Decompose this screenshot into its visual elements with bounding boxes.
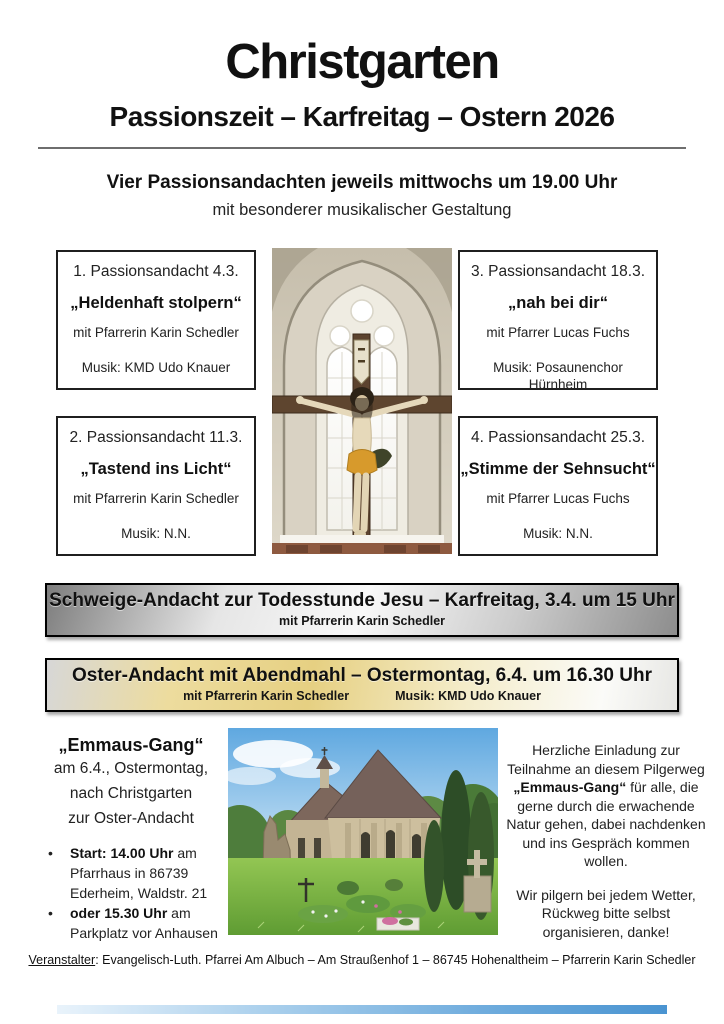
page-subtitle: Passionszeit – Karfreitag – Ostern 2026 (109, 101, 615, 132)
andacht-number: 1. Passionsandacht 4.3. (73, 263, 239, 280)
andacht-music: Musik: Posaunenchor Hürnheim (493, 360, 623, 392)
bullet-time: oder 15.30 Uhr (70, 905, 168, 921)
invitation-note: Wir pilgern bei jedem Wetter, Rückweg bitte selbst organisieren, danke! (516, 886, 696, 940)
decorative-bottom-bar (57, 1005, 667, 1014)
bullet-icon: • (48, 905, 53, 921)
list-item (34, 843, 228, 903)
andacht-music: Musik: N.N. (121, 526, 191, 541)
andacht-motto: „nah bei dir“ (508, 294, 608, 312)
andacht-number: 4. Passionsandacht 25.3. (470, 429, 646, 446)
andacht-motto: „Heldenhaft stolpern“ (70, 294, 242, 312)
ostern-banner-title: Oster-Andacht mit Abendmahl – Ostermontag, 6.4. um 16.30 Uhr (72, 665, 652, 686)
andacht-music: Musik: KMD Udo Knauer (81, 360, 231, 375)
organizer-footer (0, 953, 724, 967)
bullet-icon: • (48, 845, 53, 861)
andacht-motto: „Tastend ins Licht“ (80, 460, 232, 478)
andacht-box-3 (458, 250, 658, 390)
invitation-emphasis: „Emmaus-Gang“ (513, 779, 627, 795)
andacht-leader: mit Pfarrerin Karin Schedler (73, 325, 239, 340)
andacht-music: Musik: N.N. (523, 526, 593, 541)
invitation-post: für alle, die gerne durch die erwachende Natur gehen, dabei nachdenken und ins Gespräch kommen wollen. (506, 779, 706, 869)
invitation-section (500, 741, 712, 941)
andacht-number: 3. Passionsandacht 18.3. (470, 263, 646, 280)
emmaus-heading: „Emmaus-Gang“ (58, 735, 204, 755)
page-title: Christgarten (225, 35, 499, 89)
christgarten-church-photo (228, 728, 498, 935)
bullet-time: Start: 14.00 Uhr (70, 845, 174, 861)
crucifix-window-photo (272, 248, 452, 554)
andacht-leader: mit Pfarrerin Karin Schedler (73, 491, 239, 506)
karfreitag-banner-subtitle: mit Pfarrerin Karin Schedler (278, 614, 446, 628)
bullet-text (70, 903, 228, 943)
andacht-box-1 (56, 250, 256, 390)
emmaus-line: zur Oster-Andacht (68, 810, 194, 827)
emmaus-line: am 6.4., Ostermontag, (53, 760, 209, 777)
invitation-text (500, 741, 712, 871)
header-divider (38, 147, 686, 149)
organizer-label: Veranstalter (28, 953, 96, 967)
andacht-number: 2. Passionsandacht 11.3. (69, 429, 243, 446)
bullet-detail: am Parkplatz vor Anhausen (70, 905, 218, 941)
ostern-banner (45, 658, 679, 712)
emmaus-line: nach Christgarten (69, 785, 193, 802)
andacht-leader: mit Pfarrer Lucas Fuchs (486, 325, 630, 340)
andacht-box-2 (56, 416, 256, 556)
list-item (34, 903, 228, 943)
ostern-banner-subtitle (47, 689, 677, 703)
bullet-detail: am Pfarrhaus in 86739 Ederheim, Waldstr. 21 (70, 845, 208, 901)
ostern-banner-music: Musik: KMD Udo Knauer (395, 689, 541, 703)
bullet-text (70, 843, 228, 903)
andacht-box-4 (458, 416, 658, 556)
ostern-banner-leader: mit Pfarrerin Karin Schedler (183, 689, 350, 703)
karfreitag-banner-title: Schweige-Andacht zur Todesstunde Jesu – Karfreitag, 3.4. um 15 Uhr (49, 590, 675, 611)
emmaus-section (34, 735, 228, 943)
invitation-pre: Herzliche Einladung zur Teilnahme an diesem Pilgerweg (507, 742, 705, 777)
karfreitag-banner (45, 583, 679, 637)
organizer-details: : Evangelisch-Luth. Pfarrei Am Albuch – Am Straußenhof 1 – 86745 Hohenaltheim – Pfarrerin Karin Schedler (95, 953, 696, 967)
intro-heading: Vier Passionsandachten jeweils mittwochs um 19.00 Uhr (106, 172, 618, 193)
andacht-leader: mit Pfarrer Lucas Fuchs (486, 491, 630, 506)
intro-subheading: mit besonderer musikalischer Gestaltung (212, 201, 512, 219)
andacht-motto: „Stimme der Sehnsucht“ (460, 460, 656, 478)
emmaus-bullet-list (34, 843, 228, 943)
